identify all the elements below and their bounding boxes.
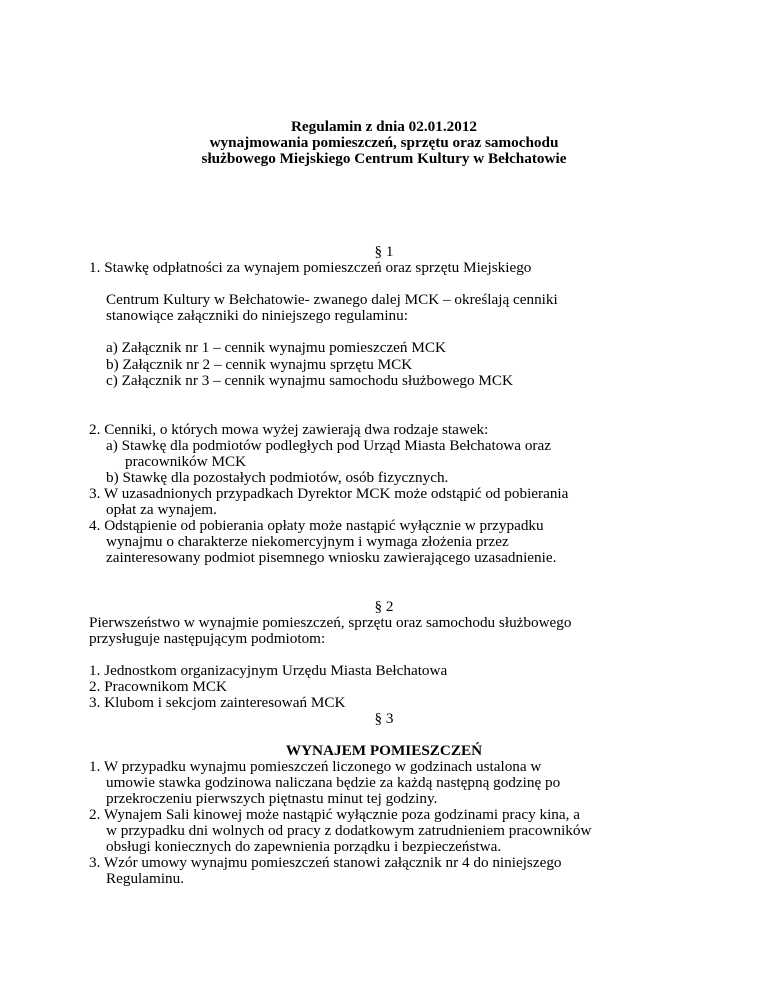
document-title-line-3: służbowego Miejskiego Centrum Kultury w Bełchatowie (201, 150, 567, 167)
document-title-line-2: wynajmowania pomieszczeń, sprzętu oraz samochodu (209, 134, 559, 151)
priority-list-item-1: 1. Jednostkom organizacyjnym Urzędu Miasta Bełchatowa (89, 662, 448, 679)
section-3-heading: § 3 (374, 710, 394, 727)
section-1-item-4-line-2: wynajmu o charakterze niekomercyjnym i wymaga złożenia przez (106, 533, 509, 550)
section-1-item-4-line-1: 4. Odstąpienie od pobierania opłaty może nastąpić wyłącznie w przypadku (89, 517, 544, 534)
attachment-item-c: c) Załącznik nr 3 – cennik wynajmu samochodu służbowego MCK (106, 372, 514, 389)
section-3-item-2-line-3: obsługi koniecznych do zapewnienia porządku i bezpieczeństwa. (106, 838, 502, 855)
section-1-item-3-line-2: opłat za wynajem. (106, 501, 217, 518)
section-1-item-1-line-3: stanowiące załączniki do niniejszego regulaminu: (106, 307, 408, 324)
section-1-item-1-line-1: 1. Stawkę odpłatności za wynajem pomieszczeń oraz sprzętu Miejskiego (89, 259, 532, 276)
section-3-item-2-line-2: w przypadku dni wolnych od pracy z dodatkowym zatrudnieniem pracowników (106, 822, 592, 839)
attachment-item-b: b) Załącznik nr 2 – cennik wynajmu sprzętu MCK (106, 356, 413, 373)
section-3-item-1-line-3: przekroczeniu pierwszych piętnastu minut tej godziny. (106, 790, 438, 807)
section-2-intro-line-1: Pierwszeństwo w wynajmie pomieszczeń, sprzętu oraz samochodu służbowego (89, 614, 572, 631)
document-title-line-1: Regulamin z dnia 02.01.2012 (290, 118, 478, 135)
priority-list-item-2: 2. Pracownikom MCK (89, 678, 227, 695)
section-1-item-1-line-2: Centrum Kultury w Bełchatowie- zwanego dalej MCK – określają cenniki (106, 291, 558, 308)
section-2-heading: § 2 (374, 598, 394, 615)
section-1-item-2-a-line-2: pracowników MCK (125, 453, 247, 470)
priority-list-item-3: 3. Klubom i sekcjom zainteresowań MCK (89, 694, 346, 711)
section-3-subheading: WYNAJEM POMIESZCZEŃ (285, 742, 483, 759)
section-2-intro-line-2: przysługuje następującym podmiotom: (89, 630, 326, 647)
section-3-item-1-line-1: 1. W przypadku wynajmu pomieszczeń liczonego w godzinach ustalona w (89, 758, 542, 775)
section-1-heading: § 1 (374, 243, 394, 260)
section-1-item-2-line-1: 2. Cenniki, o których mowa wyżej zawierają dwa rodzaje stawek: (89, 421, 489, 438)
section-3-item-3-line-1: 3. Wzór umowy wynajmu pomieszczeń stanowi załącznik nr 4 do niniejszego (89, 854, 562, 871)
section-1-item-3-line-1: 3. W uzasadnionych przypadkach Dyrektor MCK może odstąpić od pobierania (89, 485, 569, 502)
section-1-item-4-line-3: zainteresowany podmiot pisemnego wniosku zawierającego uzasadnienie. (106, 549, 557, 566)
section-3-item-2-line-1: 2. Wynajem Sali kinowej może nastąpić wyłącznie poza godzinami pracy kina, a (89, 806, 580, 823)
attachment-item-a: a) Załącznik nr 1 – cennik wynajmu pomieszczeń MCK (106, 339, 446, 356)
section-1-item-2-a-line-1: a) Stawkę dla podmiotów podległych pod Urząd Miasta Bełchatowa oraz (106, 437, 551, 454)
section-3-item-3-line-2: Regulaminu. (106, 870, 185, 887)
section-1-item-2-b-line-1: b) Stawkę dla pozostałych podmiotów, osób fizycznych. (106, 469, 449, 486)
section-3-item-1-line-2: umowie stawka godzinowa naliczana będzie za każdą następną godzinę po (106, 774, 561, 791)
